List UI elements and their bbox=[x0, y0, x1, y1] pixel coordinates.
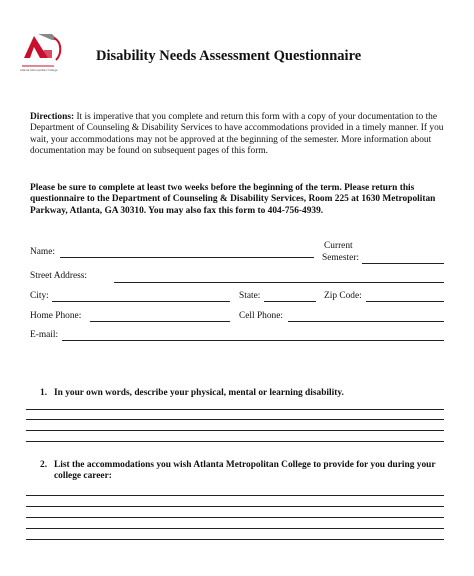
semester-field[interactable] bbox=[362, 263, 444, 264]
directions-text: It is imperative that you complete and return this form with a copy of your documentation to the Department of Counseling & Disability Services to have accommodations provided in a timely manner. If you wait, your accommodations may not be approved at the beginning of the semester. More information about documentation may be found on subsequent pages of this form. bbox=[30, 112, 444, 157]
answer-1-line-3[interactable] bbox=[26, 430, 444, 431]
answer-1-line-4[interactable] bbox=[26, 441, 444, 442]
home-phone-field[interactable] bbox=[90, 321, 230, 322]
state-field[interactable] bbox=[264, 301, 316, 302]
submission-notice: Please be sure to complete at least two weeks before the beginning of the term. Please return this questionnaire to the Department of Counseling & Disability Services, Room 225 at 1630 Metropolitan Parkway, Atlanta, GA 30310. You may also fax this form to 404-756-4939. bbox=[30, 183, 436, 216]
answer-2-line-5[interactable] bbox=[26, 539, 444, 540]
answer-2-line-2[interactable] bbox=[26, 506, 444, 507]
current-label: Current bbox=[324, 241, 353, 251]
college-logo bbox=[18, 30, 70, 78]
answer-2-line-4[interactable] bbox=[26, 528, 444, 529]
zip-code-label: Zip Code: bbox=[324, 291, 362, 301]
answer-2-line-1[interactable] bbox=[26, 495, 444, 496]
question-2-number: 2. bbox=[40, 460, 48, 470]
home-phone-label: Home Phone: bbox=[30, 311, 82, 321]
email-field[interactable] bbox=[62, 340, 444, 341]
logo-caption: Atlanta Metropolitan College bbox=[20, 68, 58, 72]
answer-1-line-2[interactable] bbox=[26, 419, 444, 420]
question-1-number: 1. bbox=[40, 388, 48, 398]
cell-phone-field[interactable] bbox=[288, 321, 444, 322]
name-label: Name: bbox=[30, 247, 55, 257]
directions-label: Directions: bbox=[30, 112, 75, 122]
zip-code-field[interactable] bbox=[366, 301, 444, 302]
cell-phone-label: Cell Phone: bbox=[239, 311, 284, 321]
email-label: E-mail: bbox=[30, 330, 59, 340]
city-label: City: bbox=[30, 291, 49, 301]
page-title: Disability Needs Assessment Questionnaire bbox=[96, 48, 362, 64]
directions-paragraph bbox=[30, 112, 444, 158]
question-1-text: In your own words, describe your physical, mental or learning disability. bbox=[54, 388, 344, 398]
street-address-field[interactable] bbox=[114, 282, 444, 283]
city-field[interactable] bbox=[52, 301, 230, 302]
semester-label: Semester: bbox=[322, 253, 359, 263]
street-address-label: Street Address: bbox=[30, 271, 88, 281]
answer-2-line-3[interactable] bbox=[26, 517, 444, 518]
answer-1-line-1[interactable] bbox=[26, 409, 444, 410]
question-2-text: List the accommodations you wish Atlanta Metropolitan College to provide for you during your college career: bbox=[54, 460, 436, 482]
state-label: State: bbox=[239, 291, 261, 301]
name-field[interactable] bbox=[60, 257, 314, 258]
